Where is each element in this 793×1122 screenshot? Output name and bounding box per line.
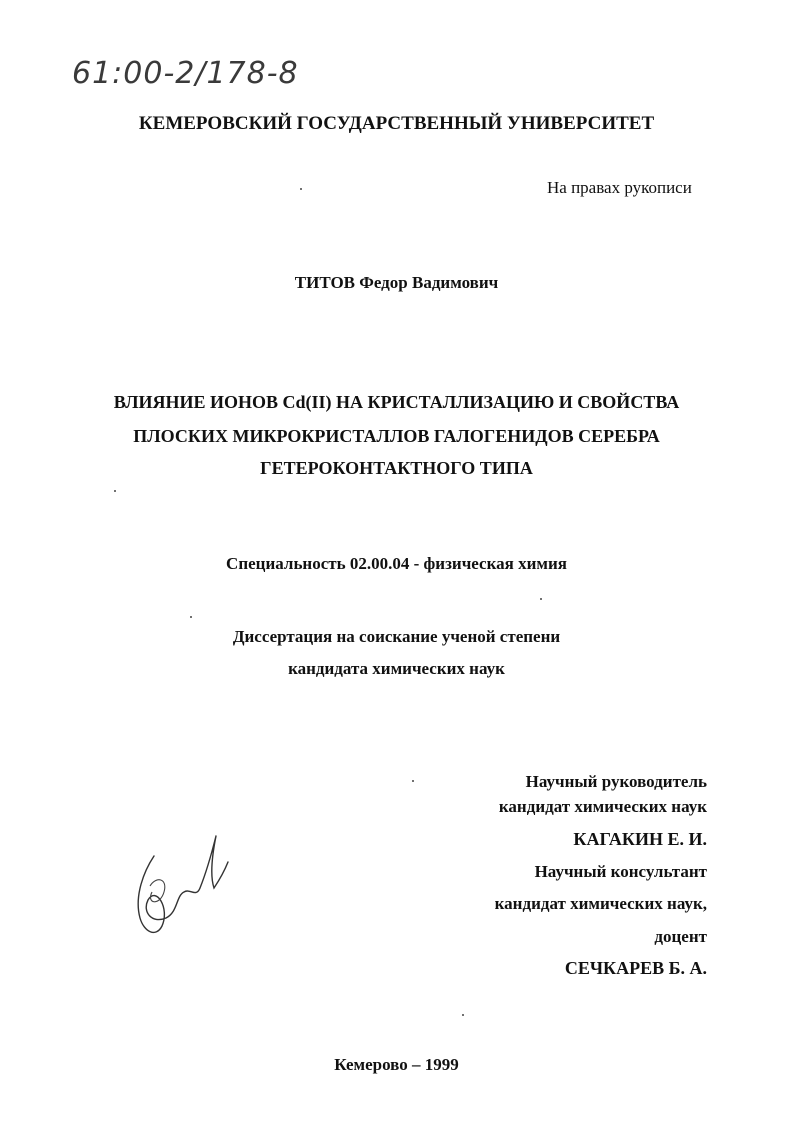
- specialty-line: Специальность 02.00.04 - физическая химия: [226, 554, 567, 573]
- handwritten-signature: [126, 826, 236, 946]
- supervisor-name: КАГАКИН Е. И.: [573, 829, 707, 849]
- title-line: ВЛИЯНИЕ ИОНОВ Cd(II) НА КРИСТАЛЛИЗАЦИЮ И СВОЙСТВА: [113, 392, 680, 412]
- dissertation-line: кандидата химических наук: [288, 659, 505, 678]
- consultant-name: СЕЧКАРЕВ Б. А.: [564, 958, 707, 978]
- rights-note: На правах рукописи: [547, 178, 692, 197]
- supervisor-role: Научный руководитель: [525, 772, 707, 791]
- author-name: ТИТОВ Федор Вадимович: [294, 273, 499, 292]
- consultant-degree: кандидат химических наук,: [494, 894, 707, 913]
- city-year: Кемерово – 1999: [334, 1055, 459, 1074]
- consultant-title: доцент: [654, 927, 707, 946]
- dissertation-line: Диссертация на соискание ученой степени: [232, 627, 561, 646]
- scan-speck: [114, 490, 116, 492]
- university-name: КЕМЕРОВСКИЙ ГОСУДАРСТВЕННЫЙ УНИВЕРСИТЕТ: [138, 113, 655, 134]
- title-line: ПЛОСКИХ МИКРОКРИСТАЛЛОВ ГАЛОГЕНИДОВ СЕРЕБРА: [133, 426, 660, 446]
- supervisor-degree: кандидат химических наук: [498, 797, 707, 816]
- scan-speck: [190, 616, 192, 618]
- scan-speck: [300, 188, 302, 190]
- scan-speck: [462, 1014, 464, 1016]
- scan-speck: [412, 780, 414, 782]
- handwritten-archive-number: 61:00-2/178-8: [72, 56, 299, 91]
- consultant-role: Научный консультант: [534, 862, 707, 881]
- scan-speck: [540, 598, 542, 600]
- title-line: ГЕТЕРОКОНТАКТНОГО ТИПА: [260, 458, 533, 478]
